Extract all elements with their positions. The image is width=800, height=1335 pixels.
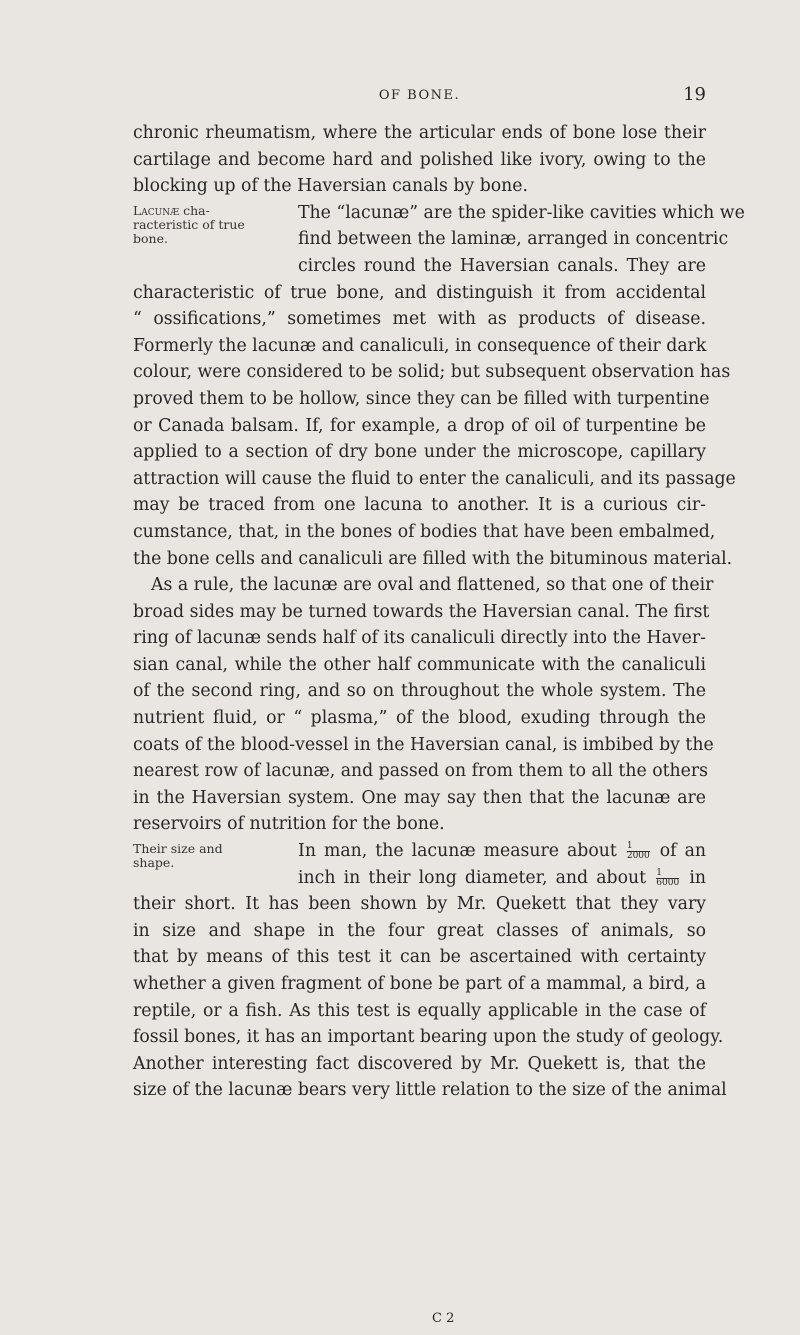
text-line: proved them to be hollow, since they can be filled with turpentine (133, 388, 710, 409)
text-line: coats of the blood-vessel in the Haversian canal, is imbibed by the (133, 734, 714, 755)
text-line: chronic rheumatism, where the articular ends of bone lose their (133, 123, 706, 143)
page-number: 19 (683, 84, 706, 105)
text-line: colour, were considered to be solid; but subsequent observation has (133, 362, 731, 383)
text-line: may be traced from one lacuna to another. It is a curious cir- (133, 495, 706, 516)
margin-note-lacunae (133, 204, 245, 246)
text-line: the bone cells and canaliculi are filled with the bituminous material. (133, 548, 733, 569)
text-line: find between the laminæ, arranged in concentric (298, 229, 729, 250)
fraction (656, 869, 679, 888)
text-fragment: inch in their long diameter, and about (298, 867, 647, 888)
text-line: ring of lacunæ sends half of its canaliculi directly into the Haver- (133, 628, 706, 649)
text-line: blocking up of the Haversian canals by bone. (133, 176, 529, 197)
text-line: in the Haversian system. One may say then that the lacunæ are (133, 787, 706, 808)
margin-note-text: cha- (179, 202, 210, 218)
text-line: their short. It has been shown by Mr. Quekett that they vary (133, 894, 706, 915)
margin-note-word: Lacunæ (133, 202, 180, 218)
text-line: nutrient fluid, or “ plasma,” of the blood, exuding through the (133, 708, 706, 729)
text-fragment: of an (659, 841, 707, 862)
text-line: that by means of this test it can be ascertained with certainty (133, 947, 706, 968)
text-line: cartilage and become hard and polished like ivory, owing to the (133, 149, 706, 170)
running-head: OF BONE. (378, 88, 461, 103)
text-line: attraction will cause the fluid to enter the canaliculi, and its passage (133, 468, 736, 489)
text-line: broad sides may be turned towards the Haversian canal. The first (133, 601, 710, 622)
text-line: Formerly the lacunæ and canaliculi, in consequence of their dark (133, 335, 707, 356)
fraction-denominator: 6000 (656, 877, 680, 888)
margin-note-size (133, 842, 223, 870)
margin-note-text: Their size and (133, 841, 223, 857)
text-line: in size and shape in the four great classes of animals, so (133, 920, 706, 941)
text-line: characteristic of true bone, and distinguish it from accidental (133, 282, 706, 303)
text-fragment: in (689, 867, 706, 888)
lacunae-paragraph (133, 200, 745, 280)
text-line: fossil bones, it has an important bearing upon the study of geology. (133, 1027, 724, 1048)
text-line: size of the lacunæ bears very little relation to the size of the animal (133, 1080, 727, 1101)
fraction-numerator: 1 (656, 869, 679, 879)
text-line: nearest row of lacunæ, and passed on from them to all the others (133, 761, 709, 782)
fraction-numerator: 1 (627, 842, 650, 852)
text-line: “ ossifications,” sometimes met with as products of disease. (133, 309, 706, 330)
fraction-denominator: 2000 (626, 851, 650, 862)
text-fragment: In man, the lacunæ measure about (298, 841, 617, 862)
text-line: cumstance, that, in the bones of bodies that have been embalmed, (133, 521, 716, 542)
text-line: The “lacunæ” are the spider-like cavities which we (298, 202, 745, 223)
body-text (133, 120, 745, 1104)
fraction (627, 842, 650, 861)
text-line: reptile, or a fish. As this test is equally applicable in the case of (133, 1000, 706, 1021)
size-paragraph (133, 838, 706, 891)
text-line: whether a given fragment of bone be part of a mammal, a bird, a (133, 974, 706, 994)
margin-note-text: bone. (133, 230, 168, 246)
page-header (133, 84, 706, 110)
text-line: or Canada balsam. If, for example, a drop of oil of turpentine be (133, 415, 706, 436)
text-line: Another interesting fact discovered by Mr. Quekett is, that the (133, 1053, 706, 1074)
text-line: applied to a section of dry bone under the microscope, capillary (133, 442, 706, 463)
text-line: circles round the Haversian canals. They are (298, 255, 706, 276)
signature-mark: C 2 (432, 1311, 455, 1326)
text-line: of the second ring, and so on throughout the whole system. The (133, 681, 706, 702)
margin-note-text: racteristic of true (133, 216, 245, 232)
text-line: sian canal, while the other half communicate with the canaliculi (133, 654, 706, 675)
text-line: reservoirs of nutrition for the bone. (133, 814, 445, 835)
margin-note-text: shape. (133, 855, 175, 871)
text-line: As a rule, the lacunæ are oval and flattened, so that one of their (151, 575, 714, 596)
